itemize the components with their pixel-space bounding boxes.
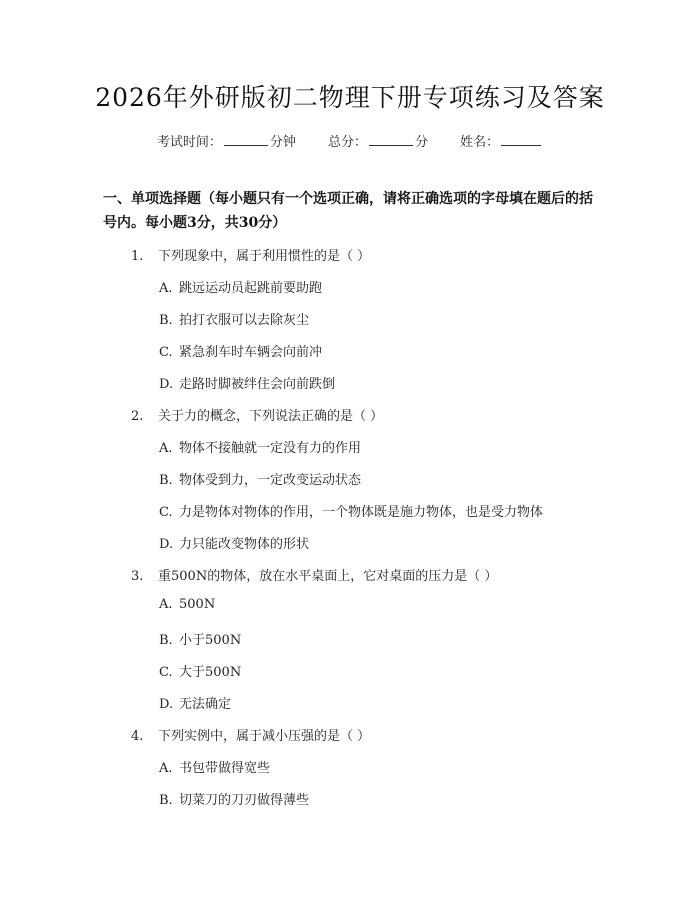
option-text: 物体受到力，一定改变运动状态	[179, 473, 362, 488]
option-text: 跳远运动员起跳前要助跑	[179, 281, 323, 296]
question-text: 关于力的概念，下列说法正确的是（ ）	[158, 409, 384, 424]
question-3-option-d	[159, 693, 231, 712]
total-score-unit: 分	[415, 135, 429, 150]
question-2-option-b	[159, 469, 361, 488]
question-number: 3.	[131, 569, 144, 584]
option-letter: C.	[159, 665, 173, 680]
question-1-option-b	[159, 309, 309, 328]
question-text: 下列实例中，属于减小压强的是（ ）	[158, 729, 371, 744]
question-number: 4.	[131, 729, 144, 744]
option-letter: D.	[159, 697, 174, 712]
exam-time-unit: 分钟	[269, 135, 296, 150]
name-blank	[501, 133, 541, 146]
option-text: 物体不接触就一定没有力的作用	[179, 441, 362, 456]
option-letter: D.	[159, 537, 174, 552]
option-text: 500N	[179, 597, 216, 612]
option-text: 大于500N	[179, 665, 242, 680]
option-text: 小于500N	[179, 633, 242, 648]
question-3-option-b	[159, 629, 241, 648]
option-text: 走路时脚被绊住会向前跌倒	[179, 377, 336, 392]
option-letter: B.	[159, 633, 173, 648]
option-text: 拍打衣服可以去除灰尘	[179, 313, 310, 328]
option-letter: B.	[159, 793, 173, 808]
option-letter: B.	[159, 313, 173, 328]
option-letter: D.	[159, 377, 174, 392]
question-number: 2.	[131, 409, 144, 424]
name-field	[460, 135, 543, 150]
question-3-option-c	[159, 661, 241, 680]
option-text: 紧急刹车时车辆会向前冲	[179, 345, 323, 360]
question-4-option-b	[159, 789, 309, 808]
question-2-option-a	[159, 437, 361, 456]
question-2-option-d	[159, 533, 309, 552]
option-text: 无法确定	[179, 697, 232, 712]
total-score-field	[328, 135, 432, 150]
question-text: 下列现象中，属于利用惯性的是（ ）	[158, 249, 371, 264]
page-title: 2026年外研版初二物理下册专项练习及答案	[95, 83, 605, 112]
section-heading: 一、单项选择题（每小题只有一个选项正确，请将正确选项的字母填在题后的括号内。每小题3分，共30分）	[103, 191, 593, 231]
question-1	[131, 245, 370, 264]
option-letter: C.	[159, 345, 173, 360]
question-text: 重500N的物体，放在水平桌面上，它对桌面的压力是（ ）	[158, 569, 498, 584]
question-2-option-c	[159, 501, 543, 520]
option-text: 力是物体对物体的作用，一个物体既是施力物体，也是受力物体	[179, 505, 544, 520]
question-4-option-a	[159, 757, 270, 776]
option-letter: A.	[159, 281, 173, 296]
total-score-blank	[369, 133, 413, 146]
question-4	[131, 725, 370, 744]
exam-time-label: 考试时间：	[156, 135, 222, 150]
option-letter: B.	[159, 473, 173, 488]
option-text: 力只能改变物体的形状	[179, 537, 310, 552]
option-letter: A.	[159, 597, 173, 612]
name-label: 姓名：	[460, 135, 500, 150]
total-score-label: 总分：	[327, 135, 367, 150]
question-1-option-c	[159, 341, 322, 360]
question-2	[131, 405, 383, 424]
question-1-option-a	[159, 277, 322, 296]
exam-time-field	[157, 135, 300, 150]
exam-info-row	[0, 131, 700, 150]
option-letter: A.	[159, 441, 173, 456]
question-3	[131, 565, 497, 584]
exam-time-blank	[224, 133, 268, 146]
option-text: 切菜刀的刀刃做得薄些	[179, 793, 310, 808]
option-letter: A.	[159, 761, 173, 776]
question-1-option-d	[159, 373, 335, 392]
question-3-option-a	[159, 597, 215, 612]
option-text: 书包带做得宽些	[179, 761, 271, 776]
option-letter: C.	[159, 505, 173, 520]
question-number: 1.	[131, 249, 144, 264]
